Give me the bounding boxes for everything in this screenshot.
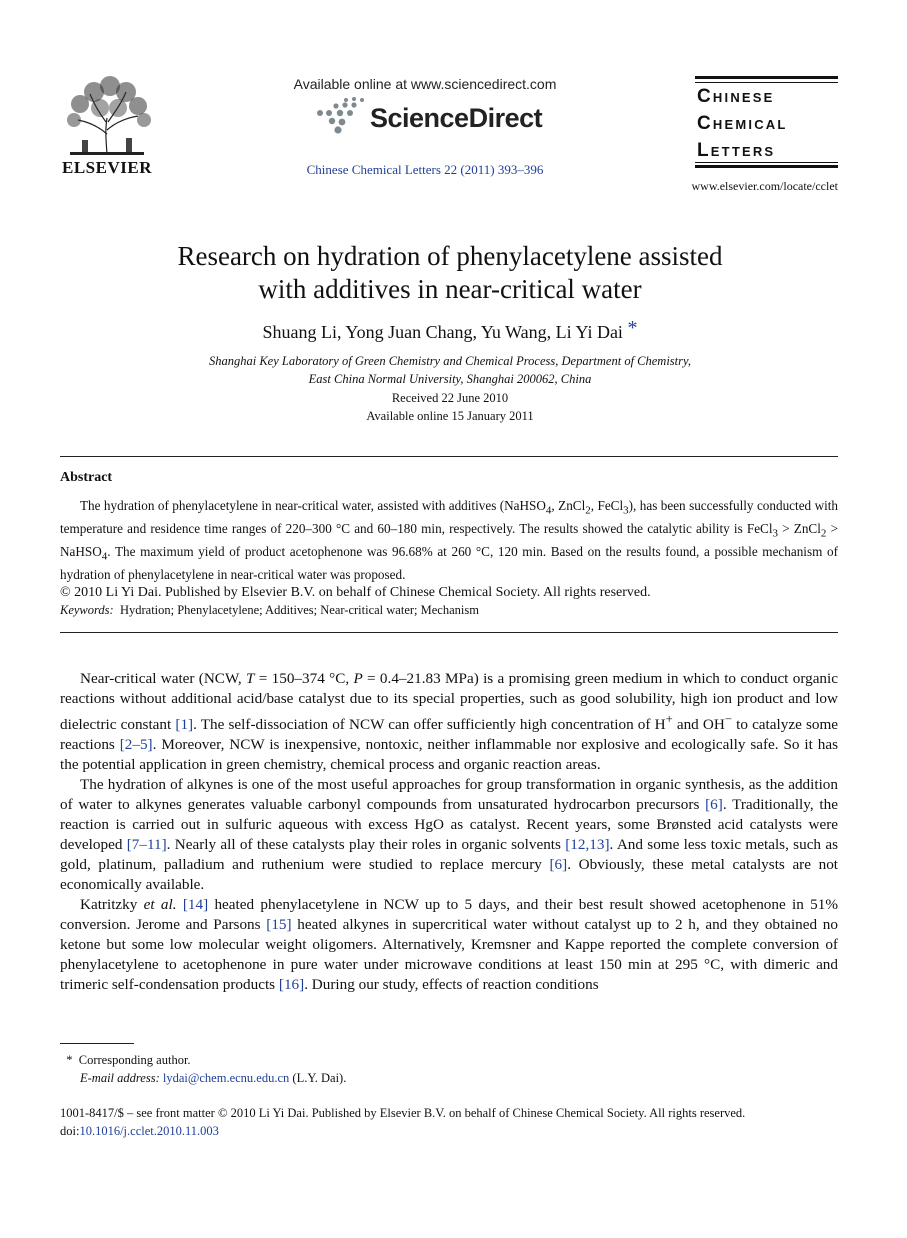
email-note: E-mail address: lydai@chem.ecnu.edu.cn (L.Y. Dai). bbox=[80, 1071, 347, 1085]
doi-link[interactable]: 10.1016/j.cclet.2010.11.003 bbox=[79, 1124, 219, 1138]
abstract-paragraph: The hydration of phenylacetylene in near-critical water, assisted with additives (NaHSO$_4$, ZnCl$_2$, FeCl$_3$), has been successfully conducted with temperature and residence time ranges of 220–300 °C and 60–180 min, respectively. The results showed the catalytic ability is FeCl$_3$ > ZnCl$_2$ > NaHSO$_4$. The maximum yield of product acetophenone was 96.68% at 260 °C, 120 min. Based on the results found, a possible mechanism of hydration of phenylacetylene in near-critical water was proposed. bbox=[60, 498, 839, 582]
citation-link[interactable]: [1] bbox=[175, 716, 194, 734]
elsevier-logo-text: ELSEVIER bbox=[62, 158, 152, 177]
body-paragraph-2: The hydration of alkynes is one of the most useful approaches for group transformation in organic synthesis, as the addition of water to alkynes generates valuable carbonyl compounds from unsaturated hydrocarbon precursors [6]. Traditionally, the reaction is carried out in sulfuric aqueous with excess HgO as catalyst. Recent years, some Brønsted acid catalysts were developed [7–11]. Nearly all of these catalysts play their roles in organic solvents [12,13]. And some less toxic metals, such as gold, platinum, palladium and ruthenium were studied to replace mercury [6]. Obviously, these metal catalysts are not economically available. bbox=[60, 776, 839, 894]
corresponding-author-mark[interactable]: * bbox=[627, 317, 638, 339]
keywords bbox=[60, 603, 479, 618]
journal-reference[interactable]: Chinese Chemical Letters 22 (2011) 393–396 bbox=[306, 162, 544, 177]
citation-link[interactable]: [7–11] bbox=[126, 836, 167, 854]
citation-link[interactable]: [2–5] bbox=[119, 736, 153, 754]
available-date: Available online 15 January 2011 bbox=[366, 409, 534, 423]
title-line-2: with additives in near-critical water bbox=[258, 274, 642, 304]
logo-line-2: Chemical bbox=[697, 113, 788, 134]
sciencedirect-dots-icon bbox=[312, 96, 372, 136]
citation-link[interactable]: [6] bbox=[705, 796, 723, 814]
logo-line-1: Chinese bbox=[697, 86, 775, 107]
logo-rule-top bbox=[695, 76, 838, 79]
keywords-list: Hydration; Phenylacetylene; Additives; Near-critical water; Mechanism bbox=[119, 603, 479, 617]
citation-link[interactable]: [6] bbox=[549, 856, 568, 874]
citation-link[interactable]: [14] bbox=[182, 896, 209, 914]
abstract-heading: Abstract bbox=[60, 470, 113, 485]
affiliation bbox=[60, 352, 840, 388]
logo-rule-thin-bottom bbox=[695, 162, 838, 163]
received-date: Received 22 June 2010 bbox=[391, 391, 509, 405]
citation-link[interactable]: [15] bbox=[266, 916, 292, 934]
divider-bottom bbox=[60, 632, 838, 633]
footnote-rule bbox=[60, 1043, 134, 1044]
logo-rule-thin bbox=[695, 82, 838, 83]
logo-line-3: Letters bbox=[697, 140, 776, 161]
article-body bbox=[60, 669, 838, 995]
article-dates bbox=[60, 389, 840, 425]
journal-reference-link[interactable] bbox=[240, 162, 610, 178]
abstract-copyright: © 2010 Li Yi Dai. Published by Elsevier B.V. on behalf of Chinese Chemical Society. All rights reserved. bbox=[60, 585, 651, 601]
body-paragraph-3: Katritzky et al. [14] heated phenylacetylene in NCW up to 5 days, and their best result showed acetophenone in 51% conversion. Jerome and Parsons [15] heated alkynes in supercritical water without catalyst up to 2 h, and they obtained no ketone but some low molecular weight oligomers. Alternatively, Kremsner and Kappe reported the complete conversion of phenylacetylene to acetophenone in pure water under microwave conditions at least 150 min at 295 °C, with dimeric and trimeric self-condensation products [16]. During our study, effects of reaction conditions bbox=[60, 896, 838, 994]
abstract-body bbox=[60, 497, 838, 602]
affiliation-line-2: East China Normal University, Shanghai 200062, China bbox=[308, 372, 592, 386]
corresponding-author-note: * Corresponding author. bbox=[66, 1053, 191, 1067]
sciencedirect-logo-text: ScienceDirect bbox=[370, 103, 543, 133]
logo-rule-bottom bbox=[695, 165, 838, 168]
citation-link[interactable]: [12,13] bbox=[565, 836, 610, 854]
journal-logo bbox=[695, 76, 838, 166]
journal-url[interactable]: www.elsevier.com/locate/cclet bbox=[691, 179, 838, 193]
keywords-label: Keywords: bbox=[60, 603, 114, 617]
affiliation-line-1: Shanghai Key Laboratory of Green Chemistry and Chemical Process, Department of Chemistry, bbox=[208, 354, 691, 368]
citation-link[interactable]: [16] bbox=[278, 976, 305, 994]
divider-top bbox=[60, 456, 838, 457]
authors: Shuang Li, Yong Juan Chang, Yu Wang, Li Yi Dai bbox=[262, 322, 623, 342]
bottom-meta bbox=[60, 1104, 745, 1140]
available-online-text[interactable]: Available online at www.sciencedirect.com bbox=[293, 76, 557, 92]
author-list bbox=[60, 317, 840, 343]
article-title bbox=[60, 240, 840, 306]
doi-line: doi:10.1016/j.cclet.2010.11.003 bbox=[60, 1124, 219, 1138]
email-link[interactable]: lydai@chem.ecnu.edu.cn bbox=[162, 1071, 290, 1085]
body-paragraph-1: Near-critical water (NCW, T = 150–374 °C, P = 0.4–21.83 MPa) is a promising green medium in which to conduct organic reactions without additional acid/base catalyst due to its special properties, such as good solubility, high ion product and low dielectric constant [1]. The self-dissociation of NCW can offer sufficiently high concentration of H+ and OH− to catalyze some reactions [2–5]. Moreover, NCW is inexpensive, nontoxic, neither inflammable nor explosive and ecologically safe. So it has the potential application in green chemistry, chemical process and organic reaction areas. bbox=[60, 670, 839, 774]
footnote bbox=[60, 1051, 346, 1087]
title-line-1: Research on hydration of phenylacetylene assisted bbox=[177, 241, 723, 271]
issn-copyright: 1001-8417/$ – see front matter © 2010 Li Yi Dai. Published by Elsevier B.V. on behalf of Chinese Chemical Society. All rights reserved. bbox=[60, 1106, 746, 1120]
